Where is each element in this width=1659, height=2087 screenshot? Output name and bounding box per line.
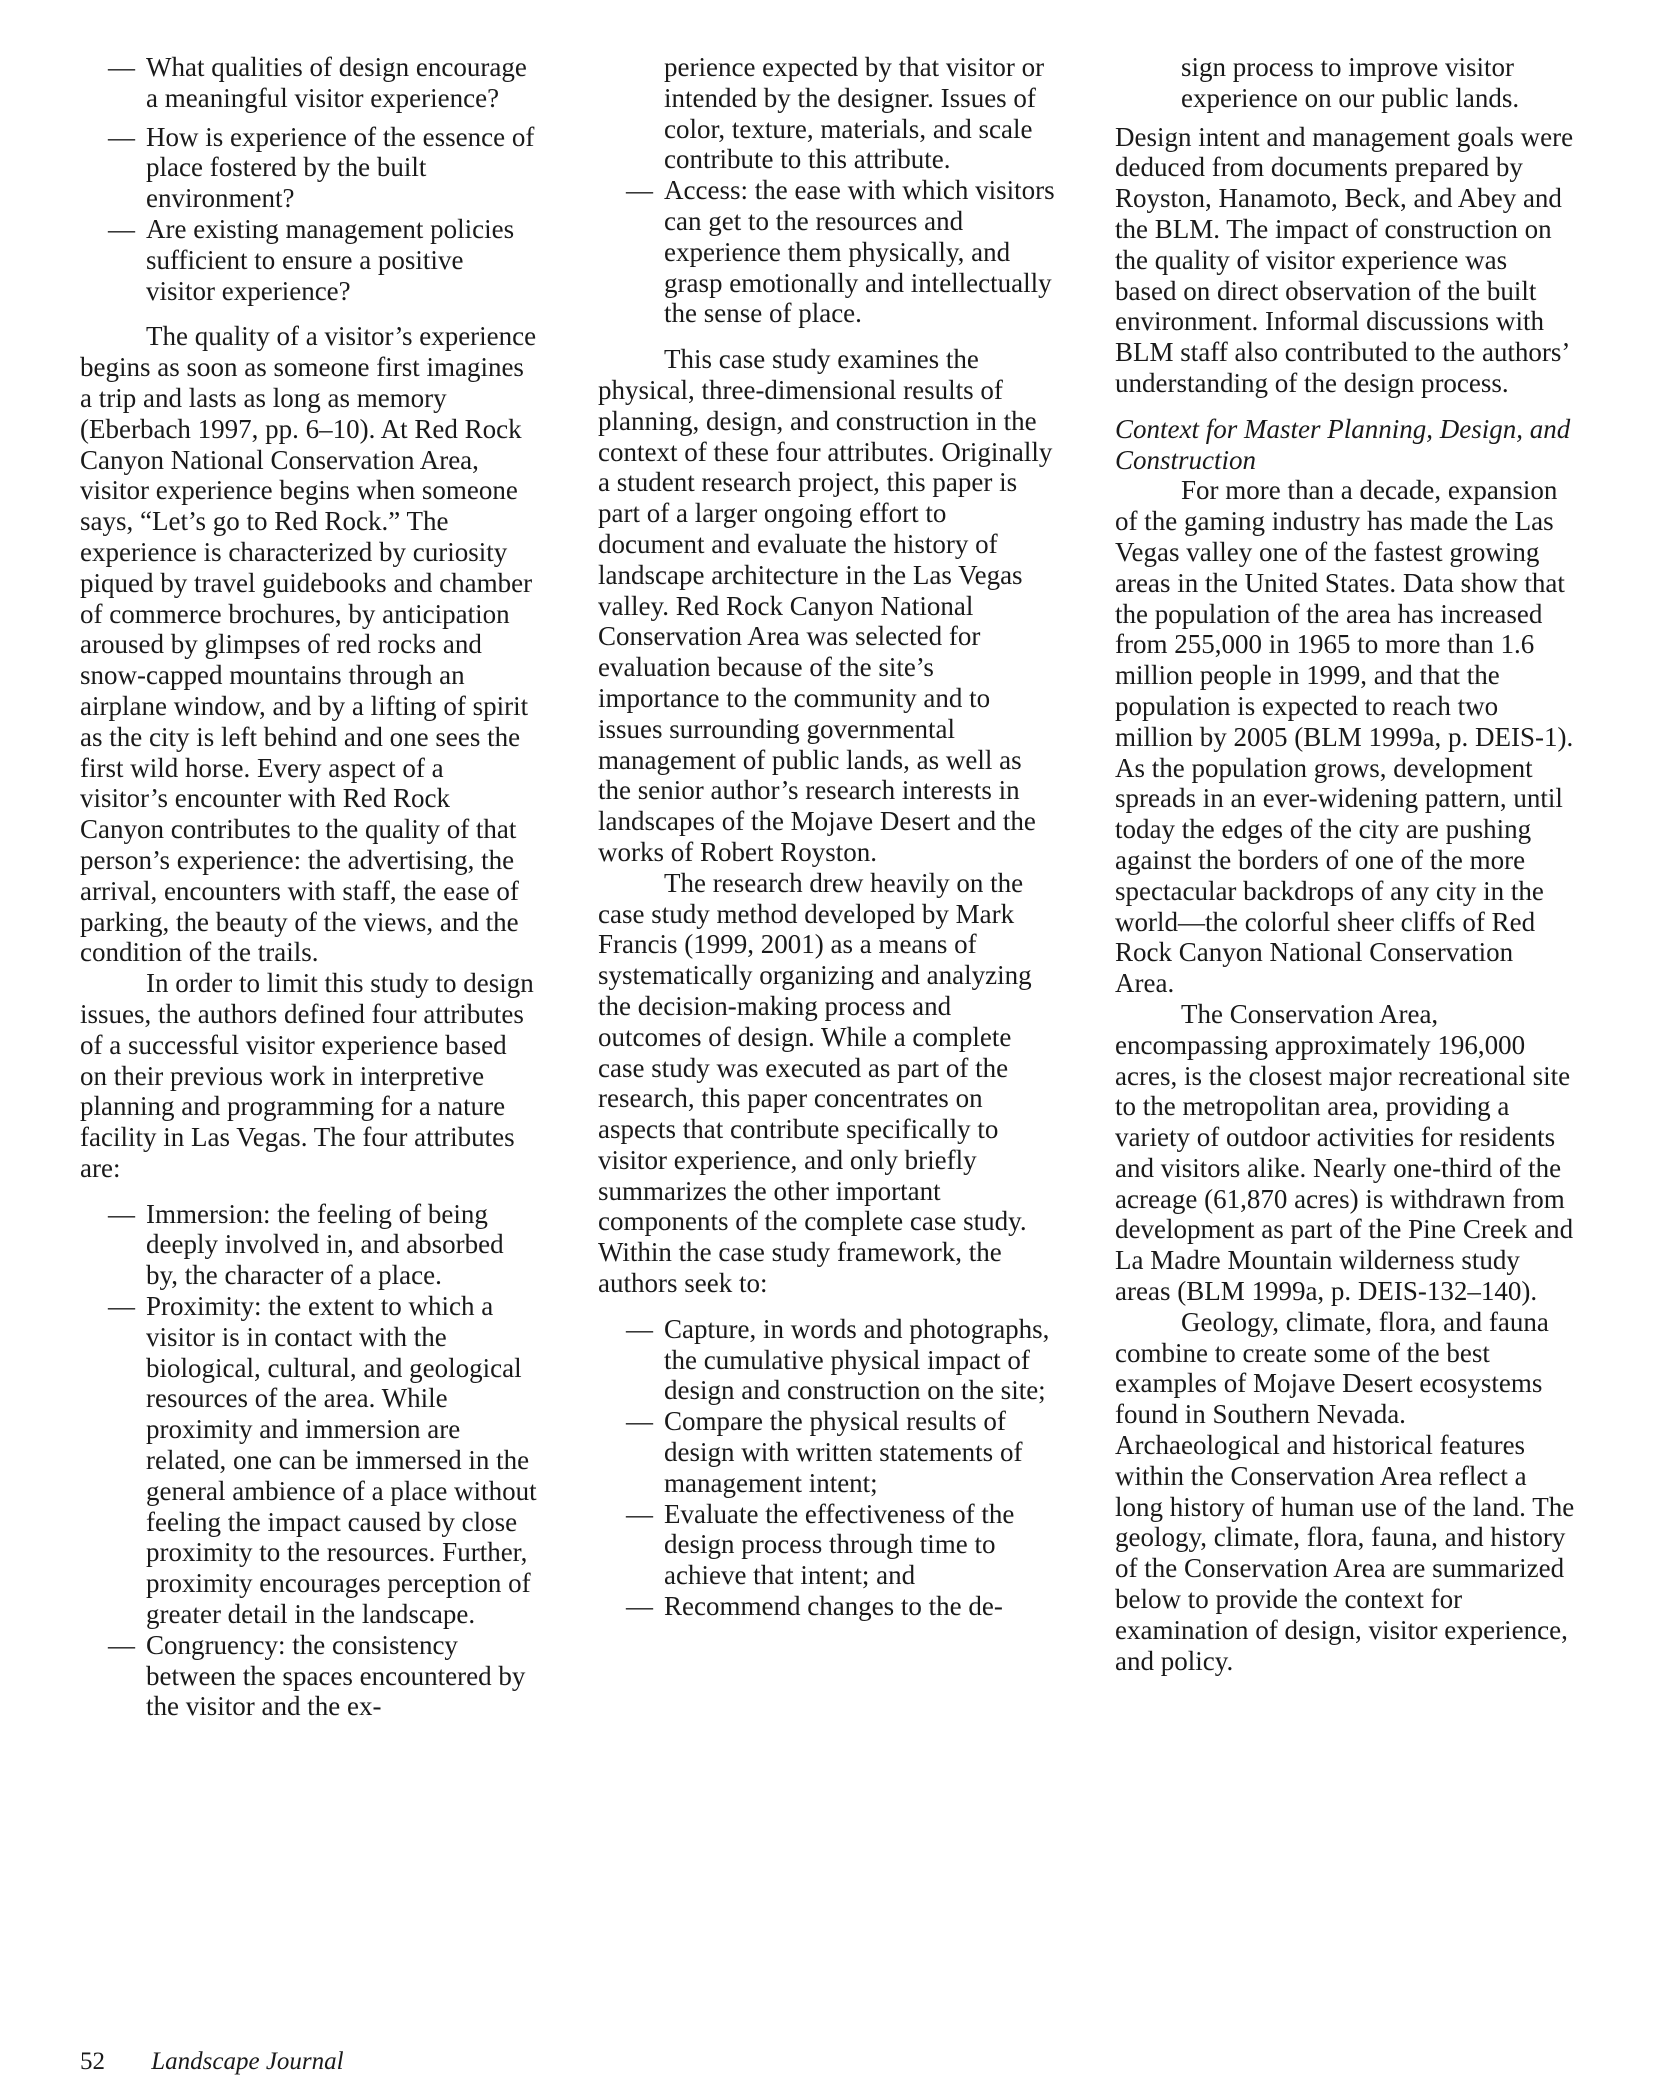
list-continuation: perience expected by that visitor or intended by the designer. Issues of color, texture, materials, and scale contribute to this attribute.: [664, 52, 1045, 175]
page-footer: [80, 2048, 344, 2076]
goal-text: Evaluate the effectiveness of the design process through time to achieve that intent; and: [664, 1498, 1015, 1591]
goal-item: [598, 1314, 1055, 1406]
em-dash: —: [626, 1498, 653, 1529]
attribute-item: [598, 175, 1055, 329]
em-dash: —: [108, 1198, 135, 1229]
question-text: How is experience of the essence of place fostered by the built environment?: [146, 121, 535, 214]
goal-item: [598, 1499, 1055, 1591]
goal-text: Compare the physical results of design with written statements of management intent;: [664, 1406, 1023, 1498]
em-dash: —: [626, 1313, 653, 1344]
paragraph: The Conservation Area, encompassing approximately 196,000 acres, is the closest major recreational site to the metropolitan area, providing a variety of outdoor activities for residents and visitors alike. Nearly one-third of the acreage (61,870 acres) is withdrawn from development as part of the Pine Creek and La Madre Mountain wilderness study areas (BLM 1999a, p. DEIS-132–140).: [1115, 998, 1574, 1307]
em-dash: —: [626, 1591, 653, 1622]
question-item: [80, 122, 537, 214]
em-dash: —: [108, 1629, 135, 1660]
em-dash: —: [108, 121, 135, 152]
attribute-item: [80, 1630, 537, 1722]
paragraph: The research drew heavily on the case study method developed by Mark Francis (1999, 2001) as a means of systematically organizing and analyzing the decision-making process and outcomes of design. While a complete case study was executed as part of the research, this paper concentrates on aspects that contribute specifically to visitor experience, and only briefly summarizes the other important components of the complete case study. Within the case study framework, the authors seek to:: [598, 867, 1032, 1299]
goal-text: Recommend changes to the de-: [664, 1591, 1003, 1622]
paragraph: In order to limit this study to design issues, the authors defined four attributes of a successful visitor experience based on their previous work in interpretive planning and programming for a nature facility in Las Vegas. The four attributes are:: [80, 968, 534, 1183]
column-2: [598, 52, 1055, 1622]
column-3: [1115, 52, 1575, 1676]
paragraph: For more than a decade, expansion of the gaming industry has made the Las Vegas valley one of the fastest growing areas in the United States. Data show that the population of the area has increased from 255,000 in 1965 to more than 1.6 million people in 1999, and that the population is expected to reach two million by 2005 (BLM 1999a, p. DEIS-1). As the population grows, development spreads in an ever-widening pattern, until today the edges of the city are pushing against the borders of one of the more spectacular backdrops of any city in the world—the colorful sheer cliffs of Red Rock Canyon National Conservation Area.: [1115, 475, 1574, 999]
attribute-text: Proximity: the extent to which a visitor is in contact with the biological, cultural, and geological resources of the area. While proximity and immersion are related, one can be immersed in the general ambience of a place without feeling the impact caused by close proximity to the resources. Further, proximity encourages perception of greater detail in the landscape.: [146, 1291, 537, 1630]
section-heading: Context for Master Planning, Design, and Construction: [1115, 413, 1571, 475]
em-dash: —: [108, 52, 135, 82]
column-1: [80, 52, 537, 1722]
attribute-text: Immersion: the feeling of being deeply involved in, and absorbed by, the character of a place.: [146, 1198, 504, 1291]
em-dash: —: [108, 213, 135, 244]
question-item: [80, 214, 537, 306]
attribute-text: Access: the ease with which visitors can get to the resources and experience them physically, and grasp emotionally and intellectually the sense of place.: [664, 175, 1055, 329]
paragraph: The quality of a visitor’s experience begins as soon as someone first imagines a trip and lasts as long as memory (Eberbach 1997, pp. 6–10). At Red Rock Canyon National Conservation Area, visitor experience begins when someone says, “Let’s go to Red Rock.” The experience is characterized by curiosity piqued by travel guidebooks and chamber of commerce brochures, by anticipation aroused by glimpses of red rocks and snow-capped mountains through an airplane window, and by a lifting of spirit as the city is left behind and one sees the first wild horse. Every aspect of a visitor’s encounter with Red Rock Canyon contributes to the quality of that person’s experience: the advertising, the arrival, encounters with staff, the ease of parking, the beauty of the views, and the condition of the trails.: [80, 321, 537, 968]
attribute-text: Congruency: the consistency between the spaces encountered by the visitor and the ex-: [146, 1629, 526, 1722]
attribute-item: [80, 1291, 537, 1630]
journal-title: Landscape Journal: [151, 2048, 344, 2075]
goal-item: [598, 1406, 1055, 1498]
question-text: What qualities of design encourage a meaningful visitor experience?: [146, 52, 527, 113]
em-dash: —: [626, 1406, 653, 1437]
attribute-item: [80, 1199, 537, 1291]
goal-item: [598, 1591, 1055, 1622]
goal-text: Capture, in words and photographs, the cumulative physical impact of design and construction on the site;: [664, 1313, 1050, 1406]
page-number: 52: [80, 2048, 105, 2075]
list-continuation: sign process to improve visitor experience on our public lands.: [1181, 52, 1520, 113]
paragraph: This case study examines the physical, three-dimensional results of planning, design, and construction in the context of these four attributes. Originally a student research project, this paper is part of a larger ongoing effort to document and evaluate the history of landscape architecture in the Las Vegas valley. Red Rock Canyon National Conservation Area was selected for evaluation because of the site’s importance to the community and to issues surrounding governmental management of public lands, as well as the senior author’s research interests in landscapes of the Mojave Desert and the works of Robert Royston.: [598, 344, 1053, 867]
question-item: [80, 52, 537, 114]
em-dash: —: [626, 175, 653, 206]
paragraph: Design intent and management goals were deduced from documents prepared by Royston, Hanamoto, Beck, and Abey and the BLM. The impact of construction on the quality of visitor experience was based on direct observation of the built environment. Informal discussions with BLM staff also contributed to the authors’ understanding of the design process.: [1115, 121, 1574, 398]
question-text: Are existing management policies sufficient to ensure a positive visitor experience?: [146, 213, 515, 306]
em-dash: —: [108, 1291, 135, 1322]
paragraph: Geology, climate, flora, and fauna combine to create some of the best examples of Mojave Desert ecosystems found in Southern Nevada. Archaeological and historical features within the Conservation Area reflect a long history of human use of the land. The geology, climate, flora, fauna, and history of the Conservation Area are summarized below to provide the context for examination of design, visitor experience, and policy.: [1115, 1306, 1575, 1676]
